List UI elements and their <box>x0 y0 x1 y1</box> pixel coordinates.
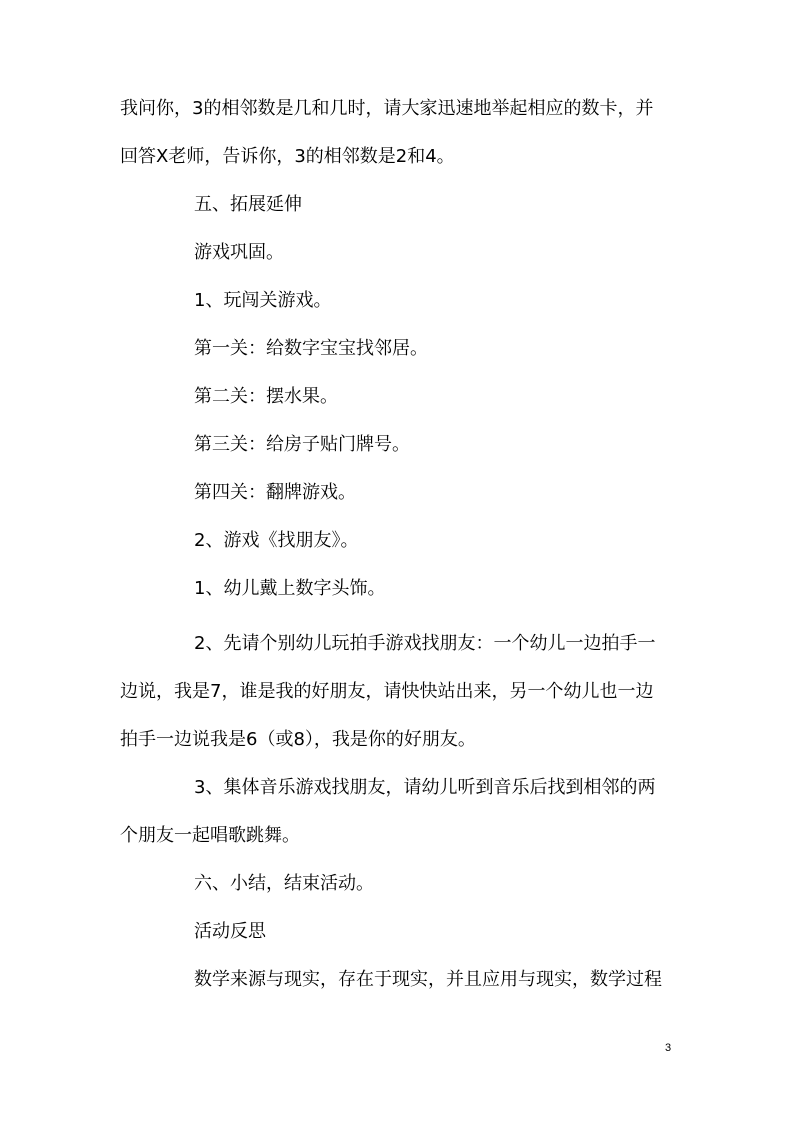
text-line-1: 我问你，3的相邻数是几和几时，请大家迅速地举起相应的数卡，并 <box>120 98 654 119</box>
section-heading-extension: 五、拓展延伸 <box>194 194 302 215</box>
paragraph-music-game-line-1: 3、集体音乐游戏找朋友，请幼儿听到音乐后找到相邻的两 <box>194 777 656 798</box>
list-item-level-game: 1、玩闯关游戏。 <box>194 290 332 311</box>
paragraph-reflection-line-1: 数学来源与现实，存在于现实，并且应用与现实，数学过程 <box>194 969 662 990</box>
list-item-level-4: 第四关：翻牌游戏。 <box>194 482 356 503</box>
section-heading-reflection: 活动反思 <box>194 921 266 942</box>
list-item-level-3: 第三关：给房子贴门牌号。 <box>194 434 410 455</box>
paragraph-clap-game-line-3: 拍手一边说我是6（或8），我是你的好朋友。 <box>120 729 476 750</box>
paragraph-clap-game-line-2: 边说，我是7，谁是我的好朋友，请快快站出来，另一个幼儿也一边 <box>120 681 654 702</box>
page-number: 3 <box>665 1042 672 1054</box>
list-item-find-friends: 2、游戏《找朋友》。 <box>194 530 359 551</box>
paragraph-clap-game-line-1: 2、先请个别幼儿玩拍手游戏找朋友：一个幼儿一边拍手一 <box>194 633 656 654</box>
section-heading-summary: 六、小结，结束活动。 <box>194 873 374 894</box>
list-item-headdress: 1、幼儿戴上数字头饰。 <box>194 578 386 599</box>
list-item-level-1: 第一关：给数字宝宝找邻居。 <box>194 338 428 359</box>
list-item-level-2: 第二关：摆水果。 <box>194 386 338 407</box>
text-line-2: 回答X老师，告诉你，3的相邻数是2和4。 <box>120 146 455 167</box>
paragraph-music-game-line-2: 个朋友一起唱歌跳舞。 <box>120 825 300 846</box>
text-line-game-consolidation: 游戏巩固。 <box>194 242 284 263</box>
